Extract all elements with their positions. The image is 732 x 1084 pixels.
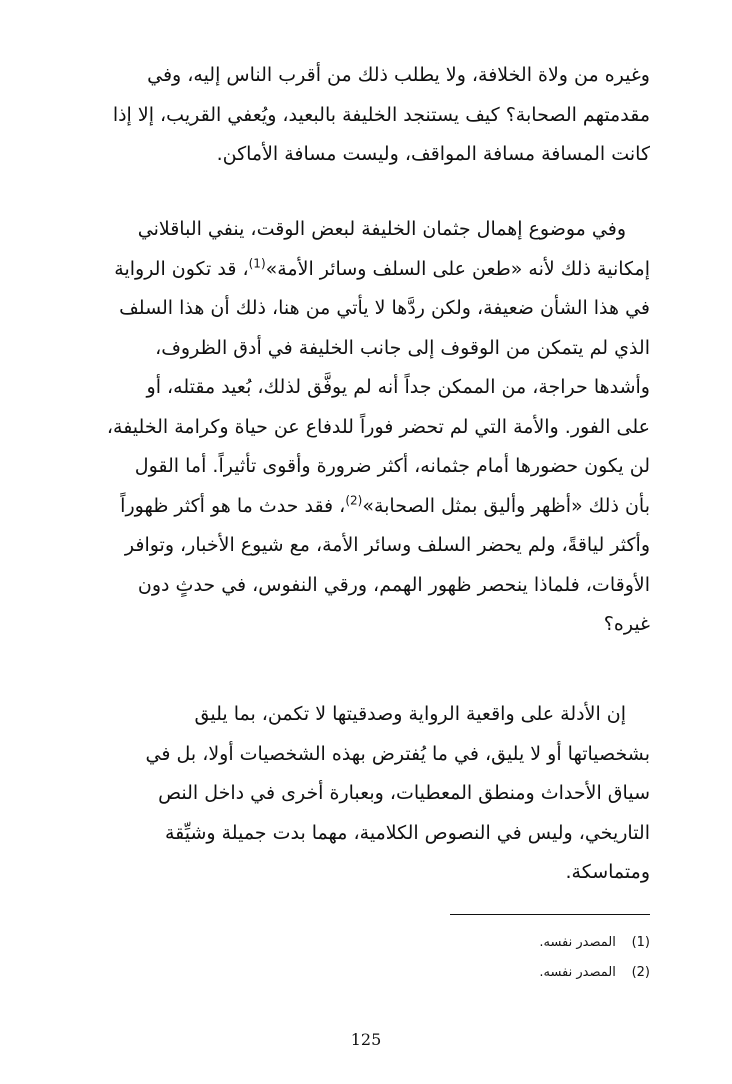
page-number: 125 — [350, 1030, 382, 1049]
text-line: كانت المسافة مسافة المواقف، وليست مسافة الأماكن. — [216, 143, 650, 165]
text-line: الذي لم يتمكن من الوقوف إلى جانب الخليفة في أدق الظروف، — [155, 336, 650, 359]
text-line: الأوقات، فلماذا ينحصر ظهور الهمم، ورقي النفوس، في حدثٍ دون — [137, 573, 650, 596]
text-line: وفي موضوع إهمال جثمان الخليفة لبعض الوقت، ينفي الباقلاني — [137, 218, 626, 240]
text-line: بشخصياتها أو لا يليق، في ما يُفترض بهذه الشخصيات أولا، بل في — [145, 742, 650, 765]
footnote-text: المصدر نفسه. — [539, 935, 616, 950]
footnote-divider — [450, 914, 650, 915]
footnote-item — [250, 958, 650, 988]
text-line: إن الأدلة على واقعية الرواية وصدقيتها لا تكمن، بما يليق — [194, 703, 626, 725]
text-line: وغيره من ولاة الخلافة، ولا يطلب ذلك من أقرب الناس إليه، وفي — [147, 64, 650, 86]
text-fragment: إمكانية ذلك لأنه «طعن على السلف وسائر الأمة» — [265, 257, 650, 280]
paragraph-1 — [84, 56, 650, 175]
footnote-number: (1) — [631, 935, 650, 950]
text-fragment: ، فقد حدث ما هو أكثر ظهوراً — [120, 494, 346, 517]
footnotes — [250, 928, 650, 988]
text-fragment: ، قد تكون الرواية — [114, 257, 249, 280]
text-line: ومتماسكة. — [565, 861, 650, 883]
text-line: سياق الأحداث ومنطق المعطيات، وبعبارة أخرى في داخل النص — [158, 782, 650, 804]
footnote-ref-1: (1) — [248, 256, 266, 271]
footnote-number: (2) — [631, 965, 650, 980]
text-line: التاريخي، وليس في النصوص الكلامية، مهما بدت جميلة وشيِّقة — [164, 821, 650, 844]
text-line: وأكثر لياقةً، ولم يحضر السلف وسائر الأمة، مع شيوع الأخبار، وتوافر — [124, 534, 650, 556]
text-line: في هذا الشأن ضعيفة، ولكن ردَّها لا يأتي من هنا، ذلك أن هذا السلف — [119, 297, 650, 319]
footnote-ref-2: (2) — [345, 493, 363, 508]
paragraph-2 — [84, 210, 650, 645]
text-fragment: بأن ذلك «أظهر وأليق بمثل الصحابة» — [362, 494, 650, 517]
text-line: على الفور. والأمة التي لم تحضر فوراً للدفاع عن حياة وكرامة الخليفة، — [106, 415, 650, 438]
text-line — [84, 250, 650, 290]
text-line: لن يكون حضورها أمام جثمانه، أكثر ضرورة وأقوى تأثيراً. أما القول — [134, 455, 650, 477]
text-line — [84, 487, 650, 527]
paragraph-3 — [84, 695, 650, 893]
text-line: غيره؟ — [603, 613, 650, 635]
text-line: وأشدها حراجة، من الممكن جداً أنه لم يوفَّق لذلك، بُعيد مقتله، أو — [146, 376, 650, 398]
footnote-item — [250, 928, 650, 958]
text-line: مقدمتهم الصحابة؟ كيف يستنجد الخليفة بالبعيد، ويُعفي القريب، إلا إذا — [112, 103, 650, 126]
footnote-text: المصدر نفسه. — [539, 965, 616, 980]
